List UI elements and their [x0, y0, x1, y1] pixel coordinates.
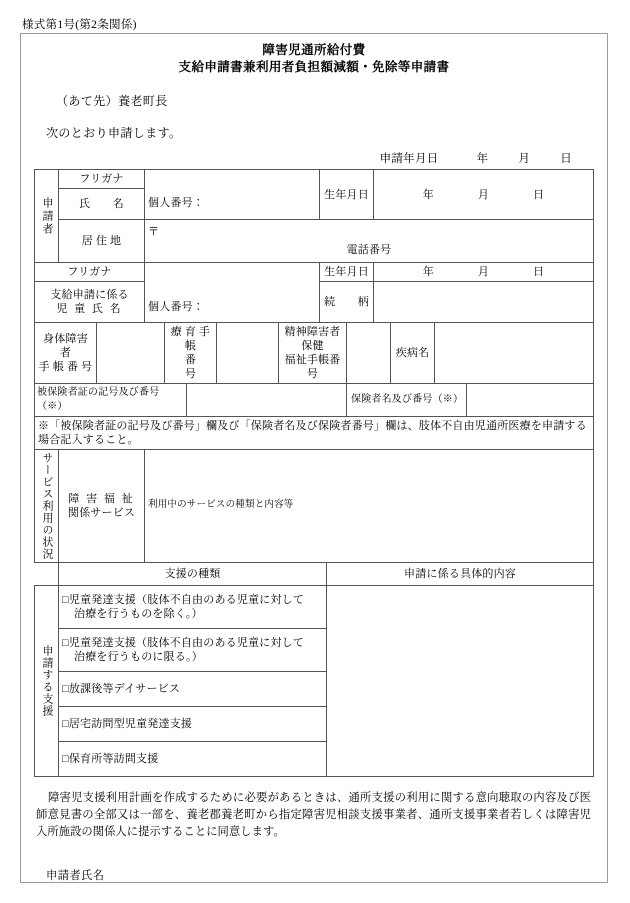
support-type-header: 支援の種類: [59, 563, 327, 586]
applicant-residence-label: 居 住 地: [59, 220, 145, 263]
mental-certificate-value: [347, 323, 391, 384]
disease-name-value: [435, 323, 594, 384]
addressee: （あて先）養老町長: [56, 94, 168, 108]
applicant-name-value: [145, 170, 320, 220]
form-title: [34, 34, 594, 76]
table-row: [35, 220, 594, 263]
service-status-table: [34, 449, 594, 563]
support-item-child-development-incl: □児童発達支援（肢体不自由のある児童に対して 治療を行うものに限る。）: [59, 629, 327, 672]
ryoiku-certificate-value: [217, 323, 279, 384]
child-name-value: [145, 263, 320, 323]
applicant-birth-month: 月: [477, 188, 490, 201]
child-birthdate-label: 生年月日: [320, 263, 374, 282]
child-relationship-label: 続 柄: [320, 282, 374, 323]
service-content-cell: [145, 450, 594, 563]
support-item-home-visit-development: □居宅訪問型児童発達支援: [59, 707, 327, 742]
service-category-label: 障 害 福 祉 関係サービス: [59, 450, 145, 563]
signature-label: 申請者氏名: [46, 870, 105, 882]
disease-name-label: 疾病名: [391, 323, 435, 384]
table-row: [35, 563, 594, 586]
checkbox-icon[interactable]: □: [62, 753, 69, 765]
service-status-vertical-label: サービス利用の状況: [35, 450, 59, 563]
support-detail-header: 申請に係る具体的内容: [327, 563, 594, 586]
insurer-value: [467, 384, 594, 417]
mental-certificate-label: 精神障害者保健 福祉手帳番号: [279, 323, 347, 384]
checkbox-icon[interactable]: □: [62, 594, 69, 606]
insurer-label: 保険者名及び番号（※）: [347, 384, 467, 417]
insurance-table: [34, 383, 594, 417]
application-date-row: [34, 150, 594, 166]
support-item-after-school-day-service: □放課後等デイサービス: [59, 672, 327, 707]
support-detail-value: [327, 586, 594, 777]
applicant-birth-day: 日: [533, 188, 545, 201]
ryoiku-certificate-label: 療 育 手 帳 番 号: [165, 323, 217, 384]
child-name-label-line2: 児 童 氏 名: [56, 303, 123, 315]
child-birth-day: 日: [533, 266, 545, 278]
lead-text: 次のとおり申請します。: [46, 126, 182, 140]
form-title-line2: 支給申請書兼利用者負担額減額・免除等申請書: [178, 60, 450, 74]
child-furigana-label: フリガナ: [35, 263, 145, 282]
applicant-furigana-label: フリガナ: [59, 170, 145, 189]
application-date-year: 年: [476, 153, 489, 165]
child-birth-year: 年: [422, 266, 434, 278]
form-title-line1: 障害児通所給付費: [262, 43, 366, 57]
form-content: [21, 34, 607, 882]
child-name-label: [35, 282, 145, 323]
consent-text: 障害児支援利用計画を作成するために必要があるときは、通所支援の利用に関する意向聴取の内容及び医師意見書の全部又は一部を、養老郡養老町から指定障害児相談支援事業者、通所支援事業者若しくは障害児入所施設の関係人に提示することに同意します。: [36, 792, 591, 838]
child-my-number-label: 個人番号：: [148, 300, 204, 313]
certificates-table: [34, 322, 594, 384]
table-row: [35, 417, 594, 450]
applicant-phone-label: 電話番号: [346, 244, 392, 256]
child-relationship-value: [374, 282, 594, 323]
child-name-label-line1: 支給申請に係る: [50, 289, 129, 301]
table-row: [35, 170, 594, 189]
table-row: [35, 586, 594, 629]
table-row: [35, 323, 594, 384]
checkbox-icon[interactable]: □: [62, 718, 69, 730]
support-table: [34, 562, 594, 777]
table-row: [35, 384, 594, 417]
form-number: 様式第1号(第2条関係): [22, 19, 137, 31]
form-border: [20, 33, 608, 883]
applicant-birthdate-label: 生年月日: [320, 170, 374, 220]
applicant-birthdate-value: [374, 170, 594, 220]
physical-certificate-label: 身体障害者 手 帳 番 号: [35, 323, 97, 384]
note-table: [34, 416, 594, 450]
checkbox-icon[interactable]: □: [62, 637, 69, 649]
support-item-child-development-excl: □児童発達支援（肢体不自由のある児童に対して 治療を行うものを除く。）: [59, 586, 327, 629]
child-birthdate-value: [374, 263, 594, 282]
table-row: [35, 450, 594, 563]
applicant-name-label: 氏 名: [59, 189, 145, 220]
application-date-day: 日: [560, 153, 572, 165]
applicant-residence-value: [145, 220, 594, 263]
physical-certificate-value: [97, 323, 165, 384]
support-vertical-label: 申請する支援: [35, 586, 59, 777]
child-birth-month: 月: [477, 266, 490, 278]
insured-symbol-label: 被保険者証の記号及び番号（※）: [35, 384, 187, 417]
support-item-nursery-visit-support: □保育所等訪問支援: [59, 742, 327, 777]
service-content-header: 利用中のサービスの種類と内容等: [148, 500, 294, 510]
application-date-month: 月: [518, 153, 531, 165]
applicant-birth-year: 年: [422, 188, 434, 201]
applicant-vertical-label: 申請者: [35, 170, 59, 263]
child-table: [34, 262, 594, 323]
postal-mark: 〒: [148, 226, 160, 238]
checkbox-icon[interactable]: □: [62, 683, 69, 695]
applicant-table: [34, 169, 594, 263]
consent-paragraph: [34, 790, 594, 841]
application-date-label: 申請年月日: [379, 153, 439, 165]
insurance-note: ※「被保険者証の記号及び番号」欄及び「保険者名及び保険者番号」欄は、肢体不自由児通所医療を申請する場合記入すること。: [35, 417, 594, 450]
table-row: [35, 263, 594, 282]
insured-symbol-value: [187, 384, 347, 417]
applicant-my-number-label: 個人番号：: [148, 197, 204, 209]
